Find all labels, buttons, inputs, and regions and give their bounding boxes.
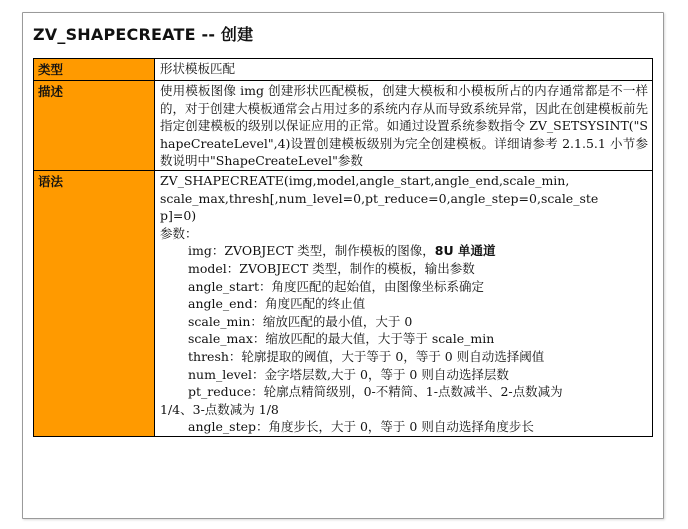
table-row-syntax: [34, 170, 653, 436]
page-title: ZV_SHAPECREATE -- 创建: [33, 25, 254, 44]
param-scale-min: scale_min：缩放匹配的最小值，大于 0: [188, 313, 413, 329]
table-row-description: [34, 81, 653, 171]
param-model: model：ZVOBJECT 类型，制作的模板，输出参数: [188, 260, 475, 276]
param-pt-reduce: pt_reduce：轮廓点精简级别，0-不精简、1-点数减半、2-点数减为: [188, 384, 563, 400]
param-num-level: num_level：金字塔层数,大于 0，等于 0 则自动选择层数: [188, 366, 509, 382]
signature-line: scale_max,thresh[,num_level=0,pt_reduce=0,angle_step=0,scale_ste: [160, 190, 599, 206]
param-img-emphasis: 8U 单通道: [434, 243, 496, 259]
param-img-text: img：ZVOBJECT 类型，制作模板的图像，: [188, 243, 435, 259]
table-row-type: [34, 59, 653, 81]
param-scale-max: scale_max：缩放匹配的最大值，大于等于 scale_min: [188, 331, 495, 347]
param-angle-step: angle_step：角度步长，大于 0，等于 0 则自动选择角度步长: [188, 419, 534, 435]
label-type: 类型: [34, 59, 155, 81]
param-angle-end: angle_end：角度匹配的终止值: [188, 296, 366, 312]
signature-line: ZV_SHAPECREATE(img,model,angle_start,angle_end,scale_min,: [160, 172, 570, 188]
params-heading: 参数：: [160, 225, 198, 241]
signature-line: p]=0): [160, 208, 197, 224]
value-syntax: [155, 170, 653, 436]
value-description: 使用模板图像 img 创建形状匹配模板，创建大模板和小模板所占的内存通常都是不一样的，对于创建大模板通常会占用过多的系统内存从而导致系统异常，因此在创建模板前先指定创建模板的级别以保证应用的正常。如通过设置系统参数指令 ZV_SETSYSINT("ShapeCreateLevel",4)设置创建模板级别为完全创建模板。详细请参考 2.1.5.1 小节参数说明中"ShapeCreateLevel"参数: [155, 81, 653, 171]
label-description: 描述: [34, 81, 155, 171]
label-syntax: 语法: [34, 170, 155, 436]
spec-table: [33, 58, 653, 437]
param-pt-reduce-continued: 1/4、3-点数减为 1/8: [160, 401, 279, 417]
param-thresh: thresh：轮廓提取的阈值，大于等于 0，等于 0 则自动选择阈值: [188, 348, 545, 364]
document-page: [22, 12, 664, 519]
param-img: [160, 242, 648, 260]
param-angle-start: angle_start：角度匹配的起始值，由图像坐标系确定: [188, 278, 485, 294]
value-type: 形状模板匹配: [155, 59, 653, 81]
